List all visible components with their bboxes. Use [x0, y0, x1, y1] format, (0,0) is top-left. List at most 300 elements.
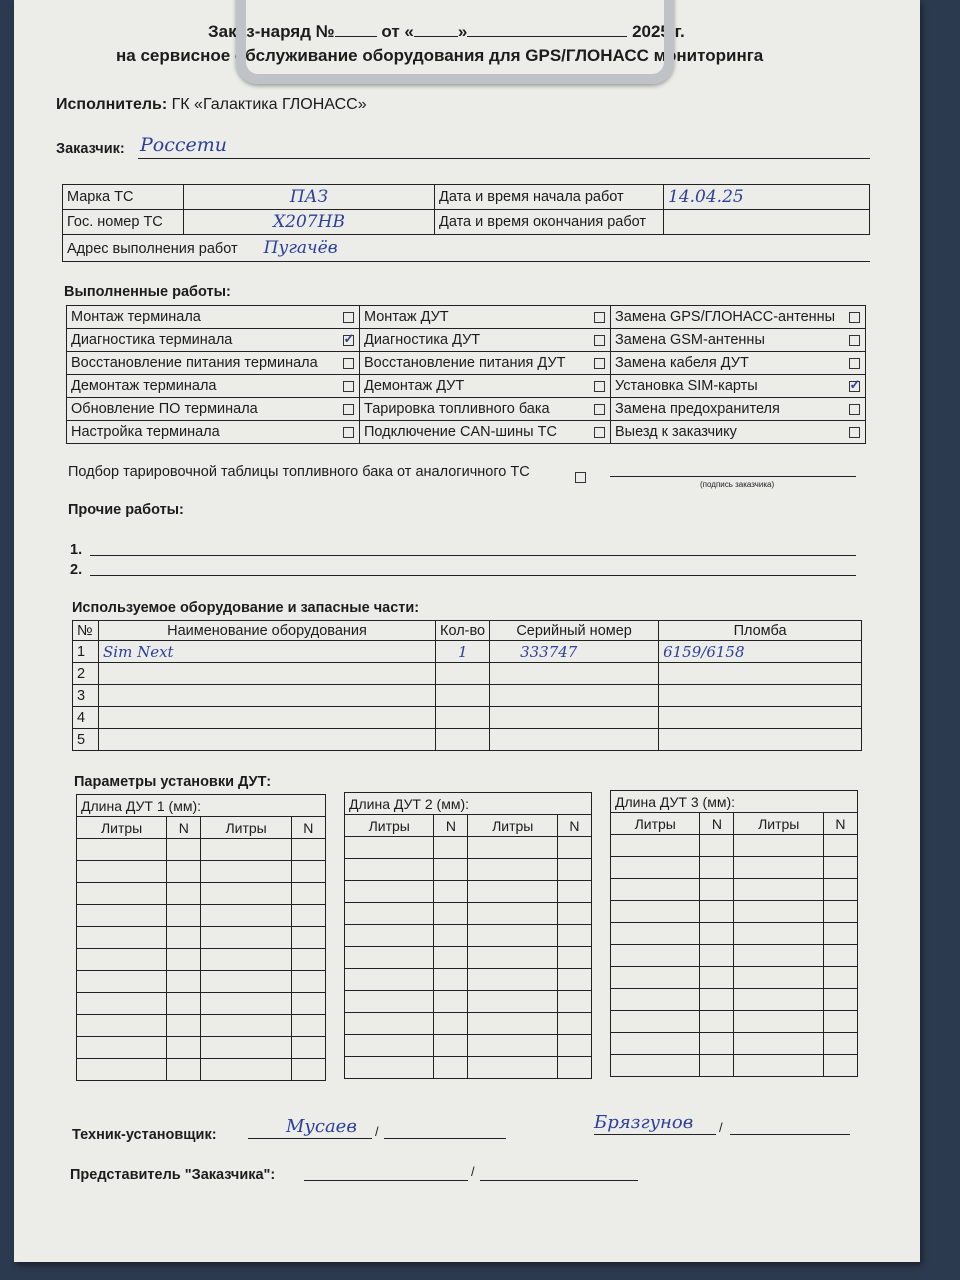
- dut-cell: [345, 925, 434, 947]
- dut-cell: [434, 859, 468, 881]
- customer-signature-line: [610, 476, 856, 477]
- dut-empty-row: [611, 945, 858, 967]
- dut-cell: [291, 927, 325, 949]
- technician-line-1: [248, 1138, 372, 1139]
- other-work-2-number: 2.: [70, 562, 83, 578]
- dut-cell: [345, 1013, 434, 1035]
- dut-cell: [77, 971, 167, 993]
- equipment-cell: [659, 685, 862, 707]
- dut-cell: [557, 1013, 591, 1035]
- dut-cell: [611, 879, 700, 901]
- dut-cell: [611, 835, 700, 857]
- dut-empty-row: [345, 1013, 592, 1035]
- customer-underline: [138, 158, 870, 159]
- dut-empty-row: [77, 971, 326, 993]
- work-item-checkbox[interactable]: [343, 335, 354, 346]
- dut-cell: [468, 947, 557, 969]
- dut-empty-row: [77, 883, 326, 905]
- dut-table-title: Длина ДУТ 2 (мм):: [345, 793, 592, 815]
- dut-column-header: Литры: [734, 813, 823, 835]
- work-item-checkbox-cell: [337, 398, 360, 421]
- equipment-cell: 1: [436, 641, 490, 663]
- address-row: [63, 235, 870, 262]
- equipment-cell: [490, 663, 659, 685]
- dut-column-header: N: [291, 817, 325, 839]
- dut-cell: [468, 903, 557, 925]
- dut-cell: [611, 1055, 700, 1077]
- dut-cell: [77, 1015, 167, 1037]
- dut-cell: [167, 883, 201, 905]
- equipment-header-name: Наименование оборудования: [99, 621, 436, 641]
- dut-cell: [734, 901, 823, 923]
- dut-cell: [700, 945, 734, 967]
- work-item-label: Тарировка топливного бака: [360, 398, 589, 421]
- plate-value: Х207НВ: [184, 210, 435, 235]
- technician-separator-1: /: [375, 1124, 379, 1139]
- dut-cell: [77, 883, 167, 905]
- work-item-checkbox[interactable]: [594, 381, 605, 392]
- other-work-1-line: [90, 555, 856, 556]
- equipment-header-seal: Пломба: [659, 621, 862, 641]
- work-item-checkbox[interactable]: [343, 381, 354, 392]
- dut-cell: [201, 949, 291, 971]
- work-item-label: Выезд к заказчику: [611, 421, 844, 444]
- dut-cell: [434, 903, 468, 925]
- work-item-checkbox[interactable]: [594, 427, 605, 438]
- dut-cell: [700, 857, 734, 879]
- equipment-cell: [99, 685, 436, 707]
- dut-params-title: Параметры установки ДУТ:: [74, 774, 272, 790]
- equipment-row-number: 3: [73, 685, 99, 707]
- dut-cell: [823, 835, 857, 857]
- work-item-checkbox[interactable]: [594, 312, 605, 323]
- dut-cell: [468, 1013, 557, 1035]
- work-item-label: Установка SIM-карты: [611, 375, 844, 398]
- dut-cell: [557, 881, 591, 903]
- other-works-title: Прочие работы:: [68, 502, 184, 518]
- dut-empty-row: [611, 1033, 858, 1055]
- customer-value: Россети: [140, 134, 228, 156]
- dut-column-header: Литры: [468, 815, 557, 837]
- equipment-cell: [99, 707, 436, 729]
- work-item-checkbox-cell: [588, 329, 611, 352]
- dut-cell: [734, 945, 823, 967]
- dut-cell: [823, 857, 857, 879]
- dut-empty-row: [345, 991, 592, 1013]
- work-item-label: Диагностика терминала: [67, 329, 338, 352]
- work-item-label: Восстановление питания ДУТ: [360, 352, 589, 375]
- work-item-checkbox[interactable]: [343, 427, 354, 438]
- equipment-cell: [99, 663, 436, 685]
- technician-line-2: [384, 1138, 506, 1139]
- dut-cell: [167, 861, 201, 883]
- dut-cell: [345, 991, 434, 1013]
- dut-cell: [823, 1055, 857, 1077]
- equipment-cell: [659, 663, 862, 685]
- dut-cell: [700, 879, 734, 901]
- dut-cell: [468, 1057, 557, 1079]
- dut-cell: [700, 989, 734, 1011]
- dut-cell: [201, 1015, 291, 1037]
- address-value: Пугачёв: [263, 238, 338, 258]
- dut-cell: [201, 993, 291, 1015]
- dut-cell: [468, 925, 557, 947]
- work-item-label: Монтаж ДУТ: [360, 306, 589, 329]
- work-item-checkbox-cell: [337, 375, 360, 398]
- work-item-checkbox[interactable]: [343, 404, 354, 415]
- equipment-cell: 6159/6158: [659, 641, 862, 663]
- dut-cell: [434, 991, 468, 1013]
- dut-empty-row: [77, 905, 326, 927]
- equipment-cell: [659, 729, 862, 751]
- work-item-checkbox-cell: [843, 421, 866, 444]
- dut-cell: [734, 879, 823, 901]
- address-label: Адрес выполнения работ: [67, 241, 238, 257]
- technician-line-3: [594, 1134, 716, 1135]
- work-item-label: Замена кабеля ДУТ: [611, 352, 844, 375]
- other-work-2-line: [90, 575, 856, 576]
- work-item-checkbox[interactable]: [849, 404, 860, 415]
- dut-cell: [557, 1057, 591, 1079]
- dut-cell: [291, 993, 325, 1015]
- equipment-header-number: №: [73, 621, 99, 641]
- dut-cell: [291, 905, 325, 927]
- dut-cell: [700, 835, 734, 857]
- dut-cell: [823, 901, 857, 923]
- dut-cell: [700, 1011, 734, 1033]
- work-item-label: Демонтаж ДУТ: [360, 375, 589, 398]
- dut-cell: [345, 969, 434, 991]
- equipment-header-serial: Серийный номер: [490, 621, 659, 641]
- dut-cell: [611, 1033, 700, 1055]
- equipment-cell: [490, 729, 659, 751]
- dut-cell: [700, 901, 734, 923]
- dut-table-title: Длина ДУТ 3 (мм):: [611, 791, 858, 813]
- dut-empty-row: [345, 881, 592, 903]
- dut-column-header: N: [823, 813, 857, 835]
- dut-cell: [468, 1035, 557, 1057]
- work-item-checkbox[interactable]: [849, 427, 860, 438]
- equipment-cell: [436, 685, 490, 707]
- dut-cell: [77, 949, 167, 971]
- vehicle-table: [62, 184, 870, 262]
- customer-rep-separator: /: [471, 1164, 475, 1179]
- dut-empty-row: [611, 857, 858, 879]
- dut-empty-row: [77, 993, 326, 1015]
- dut-cell: [201, 1059, 291, 1081]
- dut-cell: [434, 1013, 468, 1035]
- dut-cell: [823, 1033, 857, 1055]
- dut-cell: [201, 883, 291, 905]
- work-item-label: Замена GPS/ГЛОНАСС-антенны: [611, 306, 844, 329]
- dut-cell: [291, 1015, 325, 1037]
- dut-cell: [201, 971, 291, 993]
- dut-cell: [434, 925, 468, 947]
- customer-row: [56, 140, 125, 158]
- dut-cell: [291, 839, 325, 861]
- equipment-row-number: 1: [73, 641, 99, 663]
- work-item-checkbox-cell: [588, 375, 611, 398]
- dut-cell: [345, 947, 434, 969]
- equipment-cell: [99, 729, 436, 751]
- dut-cell: [734, 1011, 823, 1033]
- clipboard-clip: [236, 0, 674, 84]
- dut-empty-row: [345, 969, 592, 991]
- dut-cell: [734, 923, 823, 945]
- dut-cell: [700, 1055, 734, 1077]
- dut-cell: [611, 857, 700, 879]
- dut-cell: [77, 839, 167, 861]
- dut-cell: [167, 927, 201, 949]
- dut-column-header: Литры: [611, 813, 700, 835]
- dut-column-header: Литры: [77, 817, 167, 839]
- executor-row: [56, 96, 367, 114]
- dut-cell: [468, 969, 557, 991]
- work-item-label: Восстановление питания терминала: [67, 352, 338, 375]
- work-item-checkbox[interactable]: [849, 358, 860, 369]
- dut-cell: [77, 1059, 167, 1081]
- work-item-checkbox-cell: [588, 352, 611, 375]
- title-year: 2025 г.: [632, 22, 685, 41]
- dut-cell: [77, 993, 167, 1015]
- work-item-checkbox-cell: [843, 329, 866, 352]
- dut-cell: [557, 859, 591, 881]
- dut-cell: [434, 837, 468, 859]
- work-item-checkbox[interactable]: [594, 404, 605, 415]
- calibration-checkbox[interactable]: [575, 472, 586, 483]
- dut-cell: [557, 1035, 591, 1057]
- work-item-checkbox[interactable]: [343, 312, 354, 323]
- dut-cell: [201, 927, 291, 949]
- work-item-checkbox-cell: [843, 398, 866, 421]
- dut-cell: [557, 991, 591, 1013]
- equipment-cell: [490, 685, 659, 707]
- dut-cell: [345, 903, 434, 925]
- works-table: [66, 305, 866, 444]
- dut-empty-row: [345, 859, 592, 881]
- work-item-checkbox[interactable]: [849, 312, 860, 323]
- work-item-checkbox-cell: [843, 375, 866, 398]
- dut-table-2: [344, 792, 592, 1079]
- work-item-checkbox-cell: [843, 306, 866, 329]
- equipment-cell: 333747: [490, 641, 659, 663]
- dut-empty-row: [77, 1059, 326, 1081]
- dut-cell: [823, 989, 857, 1011]
- technician-label: Техник-установщик:: [72, 1127, 217, 1143]
- dut-empty-row: [611, 835, 858, 857]
- dut-cell: [345, 1057, 434, 1079]
- dut-cell: [167, 839, 201, 861]
- brand-value: ПАЗ: [184, 185, 435, 210]
- dut-cell: [611, 945, 700, 967]
- dut-cell: [345, 837, 434, 859]
- calibration-label: Подбор тарировочной таблицы топливного бака от аналогичного ТС: [68, 464, 530, 480]
- equipment-cell: [490, 707, 659, 729]
- dut-cell: [291, 1059, 325, 1081]
- dut-empty-row: [77, 861, 326, 883]
- dut-empty-row: [345, 1035, 592, 1057]
- title-order-label: Заказ-наряд №: [208, 22, 335, 41]
- dut-cell: [557, 837, 591, 859]
- dut-cell: [77, 905, 167, 927]
- equipment-table: [72, 620, 862, 751]
- dut-empty-row: [345, 903, 592, 925]
- work-item-checkbox[interactable]: [594, 358, 605, 369]
- dut-cell: [77, 1037, 167, 1059]
- dut-empty-row: [611, 1055, 858, 1077]
- dut-cell: [201, 905, 291, 927]
- work-item-label: Замена предохранителя: [611, 398, 844, 421]
- dut-cell: [167, 971, 201, 993]
- dut-cell: [734, 1055, 823, 1077]
- end-date-label: Дата и время окончания работ: [435, 210, 664, 235]
- dut-cell: [557, 947, 591, 969]
- work-item-checkbox-cell: [337, 421, 360, 444]
- dut-cell: [734, 835, 823, 857]
- dut-cell: [823, 967, 857, 989]
- dut-empty-row: [77, 839, 326, 861]
- dut-cell: [345, 881, 434, 903]
- dut-empty-row: [611, 901, 858, 923]
- dut-cell: [167, 1037, 201, 1059]
- signature-caption: (подпись заказчика): [700, 480, 775, 489]
- technician-separator-2: /: [719, 1120, 723, 1135]
- work-item-checkbox[interactable]: [849, 335, 860, 346]
- dut-column-header: N: [557, 815, 591, 837]
- dut-cell: [291, 949, 325, 971]
- dut-cell: [734, 989, 823, 1011]
- dut-cell: [611, 1011, 700, 1033]
- technician-name-2: Брязгунов: [594, 1112, 694, 1133]
- customer-rep-label: Представитель "Заказчика":: [70, 1167, 276, 1183]
- work-item-checkbox-cell: [588, 398, 611, 421]
- dut-empty-row: [345, 1057, 592, 1079]
- equipment-cell: [436, 707, 490, 729]
- work-item-checkbox-cell: [588, 421, 611, 444]
- work-item-label: Подключение CAN-шины ТС: [360, 421, 589, 444]
- dut-cell: [77, 861, 167, 883]
- dut-cell: [611, 989, 700, 1011]
- dut-empty-row: [77, 949, 326, 971]
- title-from-label: от «: [381, 22, 414, 41]
- dut-empty-row: [611, 879, 858, 901]
- dut-cell: [77, 927, 167, 949]
- title-line-2: на сервисное обслуживание оборудования для GPS/ГЛОНАСС мониторинга: [116, 46, 764, 65]
- dut-cell: [291, 1037, 325, 1059]
- dut-cell: [468, 991, 557, 1013]
- dut-cell: [734, 857, 823, 879]
- work-item-checkbox-cell: [337, 352, 360, 375]
- dut-column-header: Литры: [201, 817, 291, 839]
- dut-cell: [823, 1011, 857, 1033]
- dut-cell: [468, 881, 557, 903]
- dut-cell: [345, 859, 434, 881]
- dut-cell: [434, 881, 468, 903]
- dut-table-title: Длина ДУТ 1 (мм):: [77, 795, 326, 817]
- brand-label: Марка ТС: [63, 185, 184, 210]
- dut-cell: [167, 905, 201, 927]
- dut-cell: [167, 1015, 201, 1037]
- dut-cell: [434, 1035, 468, 1057]
- dut-cell: [434, 969, 468, 991]
- dut-cell: [468, 837, 557, 859]
- dut-cell: [734, 967, 823, 989]
- title-quote-close: »: [457, 22, 468, 41]
- work-order-sheet: [14, 0, 920, 1262]
- dut-cell: [557, 903, 591, 925]
- equipment-row-number: 4: [73, 707, 99, 729]
- work-item-checkbox[interactable]: [849, 381, 860, 392]
- dut-cell: [468, 859, 557, 881]
- works-title: Выполненные работы:: [64, 284, 231, 300]
- dut-cell: [611, 967, 700, 989]
- dut-cell: [291, 861, 325, 883]
- dut-column-header: N: [434, 815, 468, 837]
- work-item-label: Настройка терминала: [67, 421, 338, 444]
- dut-cell: [557, 969, 591, 991]
- work-item-checkbox[interactable]: [343, 358, 354, 369]
- dut-table-3: [610, 790, 858, 1077]
- dut-cell: [167, 1059, 201, 1081]
- dut-cell: [823, 879, 857, 901]
- equipment-cell: [659, 707, 862, 729]
- dut-empty-row: [611, 1011, 858, 1033]
- dut-cell: [434, 947, 468, 969]
- plate-label: Гос. номер ТС: [63, 210, 184, 235]
- dut-cell: [700, 923, 734, 945]
- work-item-label: Монтаж терминала: [67, 306, 338, 329]
- dut-cell: [345, 1035, 434, 1057]
- dut-cell: [167, 949, 201, 971]
- executor-value: ГК «Галактика ГЛОНАСС»: [171, 96, 367, 113]
- dut-cell: [611, 901, 700, 923]
- work-item-label: Замена GSM-антенны: [611, 329, 844, 352]
- dut-cell: [291, 971, 325, 993]
- work-item-checkbox-cell: [843, 352, 866, 375]
- dut-cell: [700, 967, 734, 989]
- equipment-header-qty: Кол-во: [436, 621, 490, 641]
- equipment-row-number: 2: [73, 663, 99, 685]
- dut-empty-row: [345, 925, 592, 947]
- dut-column-header: Литры: [345, 815, 434, 837]
- dut-empty-row: [611, 967, 858, 989]
- dut-column-header: N: [167, 817, 201, 839]
- work-item-checkbox[interactable]: [594, 335, 605, 346]
- dut-cell: [201, 861, 291, 883]
- dut-empty-row: [77, 1037, 326, 1059]
- other-work-1-number: 1.: [70, 542, 83, 558]
- dut-cell: [201, 839, 291, 861]
- start-date-value: 14.04.25: [664, 185, 870, 210]
- work-item-checkbox-cell: [337, 329, 360, 352]
- dut-empty-row: [77, 1015, 326, 1037]
- dut-cell: [823, 923, 857, 945]
- work-item-label: Обновление ПО терминала: [67, 398, 338, 421]
- equipment-cell: [436, 729, 490, 751]
- customer-label: Заказчик:: [56, 141, 125, 157]
- dut-cell: [201, 1037, 291, 1059]
- technician-name: Мусаев: [286, 1116, 357, 1137]
- dut-cell: [167, 993, 201, 1015]
- equipment-row-number: 5: [73, 729, 99, 751]
- work-item-label: Диагностика ДУТ: [360, 329, 589, 352]
- dut-cell: [823, 945, 857, 967]
- dut-empty-row: [611, 989, 858, 1011]
- equipment-cell: [436, 663, 490, 685]
- technician-line-4: [730, 1134, 850, 1135]
- customer-rep-line-2: [480, 1180, 638, 1181]
- customer-rep-line-1: [304, 1180, 468, 1181]
